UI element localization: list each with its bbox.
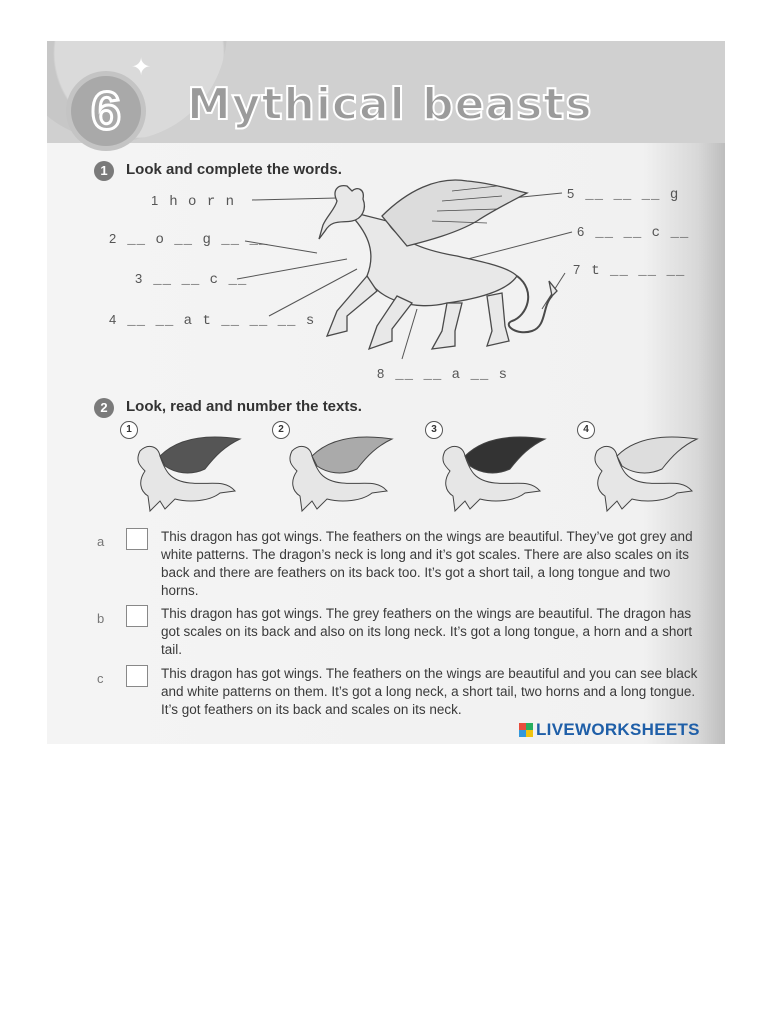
answer-field[interactable]: t __ __ __ [591,263,686,279]
word-item: 7 t __ __ __ [573,262,686,279]
picture-number: 4 [577,421,595,439]
dragon-picture-2 [272,421,402,516]
page-title: Mythical beasts [187,79,593,130]
word-item: 6 __ __ c __ [577,224,690,241]
word-item: 3 __ __ c __ [135,271,248,288]
dragon-icon [577,421,707,516]
answer-field[interactable]: __ __ a __ s [395,367,509,383]
word-item: 8 __ __ a __ s [377,366,509,383]
picture-number: 2 [272,421,290,439]
sparkle-icon: ✦ [131,54,152,81]
number-answer-box[interactable] [126,528,148,550]
picture-number: 1 [120,421,138,439]
dragon-icon [425,421,555,516]
word-item: 4 __ __ a t __ __ __ s [109,312,316,329]
exercise-2-instruction: Look, read and number the texts. [126,398,362,415]
unit-number: 6 [90,81,122,141]
worksheet-page [47,41,725,744]
exercise-1-instruction: Look and complete the words. [126,161,342,178]
item-letter: c [97,671,104,686]
description-text: This dragon has got wings. The feathers on the wings are beautiful and you can see black and white patterns on them. It’s got a long neck, a short tail, two horns and a long tongue. It’s got feathers on its back and scales on its neck. [161,666,698,717]
logo-text: LIVEWORKSHEETS [536,720,700,739]
exercise-2-badge: 2 [94,398,114,418]
description-text: This dragon has got wings. The grey feathers on the wings are beautiful. The dragon has got scales on its back and also on its long neck. It’s got a long tongue, a horn and a short tail. [161,606,693,657]
answer-field[interactable]: __ __ a t __ __ __ s [127,313,316,329]
answer-field[interactable]: h o r n [169,194,236,210]
dragon-picture-4 [577,421,707,516]
dragon-icon [272,421,402,516]
item-letter: a [97,534,105,549]
answer-field[interactable]: __ o __ g __ __ [127,232,269,248]
answer-field[interactable]: __ __ __ g [585,187,680,203]
exercise-1-badge: 1 [94,161,114,181]
logo-icon [519,723,533,737]
item-letter: b [97,611,105,626]
liveworksheets-logo[interactable] [519,719,700,741]
word-item: 5 __ __ __ g [567,186,680,203]
description-text: This dragon has got wings. The feathers on the wings are beautiful. They’ve got grey and white patterns. The dragon’s neck is long and it’s got scales. There are also scales on its back and there are feathers on its back too. It’s got a short tail, a long tongue and two horns. [161,529,693,598]
picture-number: 3 [425,421,443,439]
dragon-picture-3 [425,421,555,516]
number-answer-box[interactable] [126,605,148,627]
answer-field[interactable]: __ __ c __ [595,225,690,241]
word-item: 2 __ o __ g __ __ [109,231,269,248]
number-answer-box[interactable] [126,665,148,687]
answer-field[interactable]: __ __ c __ [153,272,248,288]
word-item: 1 h o r n [151,193,236,210]
dragon-icon [120,421,250,516]
dragon-picture-1 [120,421,250,516]
